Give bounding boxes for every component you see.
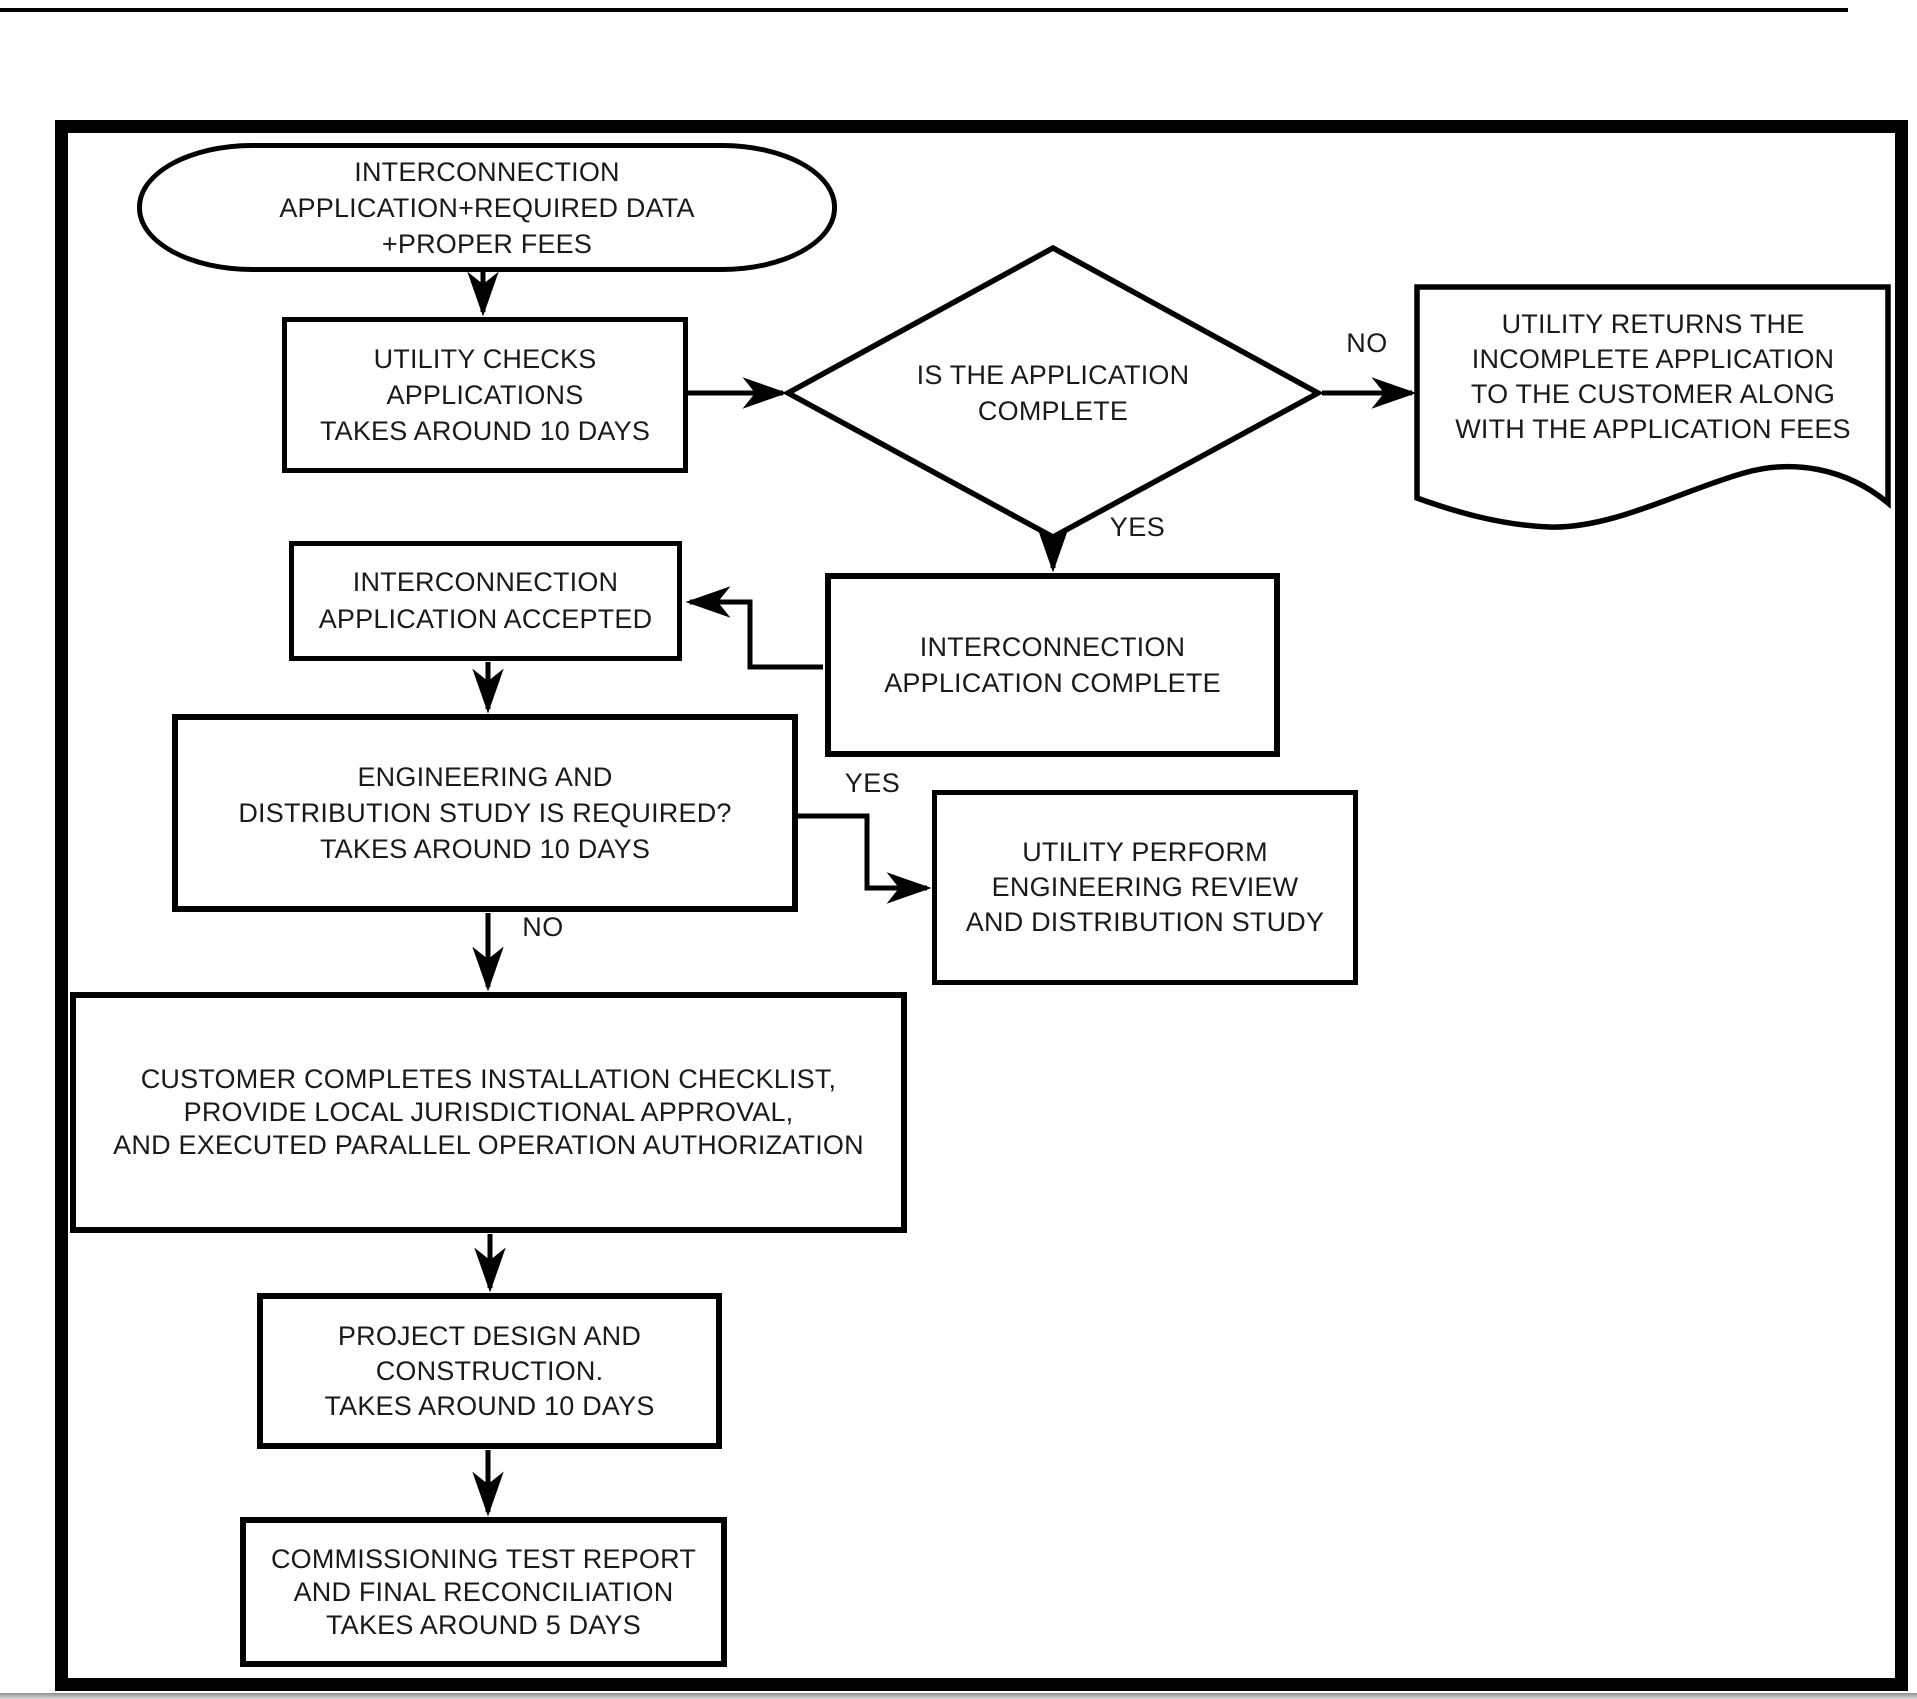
node-text-line: IS THE APPLICATION [916, 360, 1190, 390]
node-text-line: COMMISSIONING TEST REPORT [270, 1543, 697, 1574]
node-engineering-study-required [172, 714, 798, 912]
node-text-line: AND FINAL RECONCILIATION [293, 1576, 674, 1607]
node-customer-completes-checklist [70, 992, 907, 1233]
node-text-line: CUSTOMER COMPLETES INSTALLATION CHECKLIST, [140, 1064, 837, 1094]
node-text-line: ENGINEERING REVIEW [991, 872, 1299, 902]
edge-label-no-study-not-required: NO [522, 912, 564, 942]
node-text-line: INTERCONNECTION [919, 632, 1186, 662]
node-commissioning-test-report [240, 1517, 727, 1667]
node-text-line: INTERCONNECTION [354, 156, 620, 187]
node-text-line: TO THE CUSTOMER ALONG [1470, 379, 1836, 409]
node-text-line: UTILITY PERFORM [1022, 837, 1268, 867]
node-text-line: APPLICATION+REQUIRED DATA [279, 192, 695, 223]
node-text-line: APPLICATION COMPLETE [884, 668, 1221, 698]
node-text-line: AND EXECUTED PARALLEL OPERATION AUTHORIZATION [113, 1130, 864, 1160]
node-text-line: WITH THE APPLICATION FEES [1455, 414, 1851, 444]
arrow-engineering-yes-to-utility-perform [798, 816, 927, 888]
node-text-line: INTERCONNECTION [352, 567, 619, 597]
node-text-line: TAKES AROUND 5 DAYS [326, 1609, 641, 1640]
node-text-line: PROJECT DESIGN AND [337, 1320, 642, 1351]
node-utility-perform-study [932, 790, 1358, 985]
node-project-design-construction [257, 1293, 722, 1449]
node-text-line: CONSTRUCTION. [375, 1355, 604, 1386]
node-text-line: COMPLETE [977, 396, 1129, 426]
node-text-line: APPLICATION ACCEPTED [318, 604, 653, 634]
node-utility-checks [282, 317, 688, 473]
node-application-complete [825, 573, 1280, 757]
node-text-line: +PROPER FEES [381, 228, 593, 259]
node-text-line: TAKES AROUND 10 DAYS [319, 834, 651, 864]
edge-label-yes-complete: YES [1109, 512, 1166, 542]
node-text-line: TAKES AROUND 10 DAYS [319, 416, 651, 446]
node-text-line: UTILITY RETURNS THE [1501, 309, 1805, 339]
arrow-complete-to-accepted [690, 602, 823, 667]
node-text-line: INCOMPLETE APPLICATION [1471, 344, 1835, 374]
node-text-line: DISTRIBUTION STUDY IS REQUIRED? [238, 798, 732, 828]
node-text-line: ENGINEERING AND [357, 762, 613, 792]
node-text-line: UTILITY CHECKS [373, 344, 597, 374]
edge-label-yes-study-required: YES [844, 768, 901, 798]
node-text-line: PROVIDE LOCAL JURISDICTIONAL APPROVAL, [183, 1097, 794, 1127]
node-text-line: APPLICATIONS [386, 380, 584, 410]
edge-label-no-incomplete: NO [1346, 328, 1388, 358]
node-start-terminator [137, 143, 837, 272]
node-text-line: TAKES AROUND 10 DAYS [324, 1390, 655, 1421]
node-text-line: AND DISTRIBUTION STUDY [965, 907, 1325, 937]
node-application-accepted [289, 541, 682, 661]
node-decision-is-application-complete [853, 357, 1253, 429]
node-document-utility-returns [1430, 307, 1876, 447]
